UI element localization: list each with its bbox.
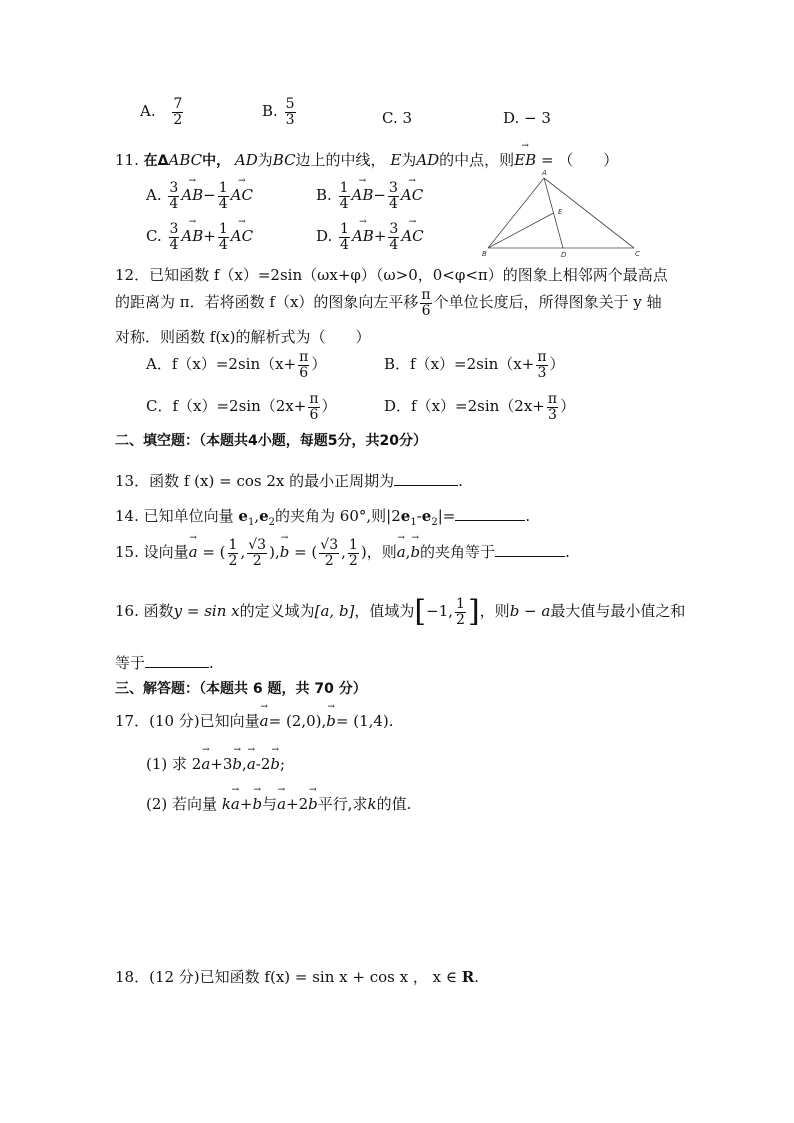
answer-blank[interactable] <box>495 542 565 557</box>
fraction: $\frac{3}{4}$ <box>389 221 399 253</box>
vector-eb: → EB <box>514 151 536 169</box>
q12-option-b: B．f（x）=2sin（x+ $\frac{\pi}{3}$ ） <box>384 349 565 381</box>
fraction: $\frac{√3}{2}$ <box>248 537 267 569</box>
triangle-figure <box>478 166 648 260</box>
q11-option-d: D. $\frac{1}{4}$ → AB+ $\frac{3}{4}$ → AC <box>316 222 424 252</box>
q15: 15. 设向量→ a = ( $\frac{1}{2}$ , $\frac{√3}{2}$ ),→ b = ( $\frac{√3}{2}$ , $\frac{1}{2}$ )，则→ a,→ b的夹角等于 . <box>115 538 570 568</box>
q14: 14. 已知单位向量 $e_1,e_2$的夹角为 60°,则$|2e_1-e_2|=$ . <box>115 507 531 528</box>
fraction: $\frac{\pi}{6}$ <box>309 391 319 423</box>
fraction: $\frac{1}{4}$ <box>340 221 349 253</box>
q11-option-c: C. $\frac{3}{4}$ → AB+ $\frac{1}{4}$ → AC <box>146 222 253 252</box>
label-c: C <box>635 250 640 258</box>
q17-part-2: (2) 若向量 k→ a+→ b与→ a+2→ b平行,求k的值. <box>146 793 411 814</box>
fraction: $\frac{1}{2}$ <box>228 537 238 569</box>
fraction: $\frac{3}{4}$ <box>169 180 179 212</box>
q10-options <box>140 97 185 127</box>
fraction: $\frac{1}{4}$ <box>218 221 228 253</box>
fraction: $\frac{1}{4}$ <box>339 180 349 212</box>
segment-be <box>488 213 554 248</box>
fraction: $\frac{1}{2}$ <box>456 596 465 628</box>
q12-option-c: C．f（x）=2sin（2x+ $\frac{\pi}{6}$ ） <box>146 391 337 423</box>
q11-option-a: A. $\frac{3}{4}$ → AB− $\frac{1}{4}$ → AC <box>146 181 253 211</box>
label-d: D <box>561 251 567 259</box>
answer-blank[interactable] <box>455 506 525 521</box>
q11-stem: 11. 在ΔABC中， AD为BC边上的中线， E为AD的中点，则→ EB = （ ） <box>115 149 618 170</box>
q17-stem: 17．(10 分)已知向量→ a= (2,0),→ b= (1,4). <box>115 710 394 731</box>
q12-line-1: 12．已知函数 f（x）=2sin（ωx+φ）（ω>0，0<φ<π）的图象上相邻两个最高点 <box>115 266 668 284</box>
q12-line-2: 的距离为 π．若将函数 f（x）的图象向左平移 $\frac{\pi}{6}$ 个单位长度后，所得图象关于 y 轴 <box>115 287 662 319</box>
fraction: $\frac{3}{4}$ <box>388 180 398 212</box>
q16: 16. 函数y = sin x的定义域为[a, b]，值域为[−1, $\frac{1}{2}$ ]，则b − a最大值与最小值之和 <box>115 594 686 630</box>
q16-line-2: 等于 . <box>115 654 214 672</box>
q17-part-1: (1) 求 2→ a+3→ b,→ a-2→ b; <box>146 753 285 774</box>
q13: 13．函数 f (x) = cos 2x 的最小正周期为 . <box>115 472 463 490</box>
section-3-heading: 三、解答题：（本题共 6 题，共 70 分） <box>115 681 367 697</box>
q10-option-a-label: A. <box>140 102 156 121</box>
fraction: $\frac{\pi}{3}$ <box>537 349 547 381</box>
q10-option-b-fraction: $\frac{5}{3}$ <box>285 96 295 128</box>
label-a: A <box>542 169 547 177</box>
q10-option-c: C. 3 <box>382 109 413 127</box>
fraction: $\frac{\pi}{3}$ <box>547 391 558 423</box>
fraction: $\frac{√3}{2}$ <box>320 537 339 569</box>
label-e: E <box>558 208 563 216</box>
answer-blank[interactable] <box>145 653 209 668</box>
q12-option-a: A．f（x）=2sin（x+ $\frac{\pi}{6}$ ） <box>146 349 327 381</box>
q18: 18．(12 分)已知函数 f(x) = sin x + cos x ， x ∈ R. <box>115 968 479 986</box>
q10-option-b: B. $\frac{5}{3}$ <box>262 96 295 128</box>
edge-ab <box>488 178 544 248</box>
fraction-pi-6: $\frac{\pi}{6}$ <box>421 287 431 319</box>
fraction: $\frac{1}{4}$ <box>218 180 228 212</box>
q10-option-d: D. − 3 <box>503 109 551 127</box>
fraction: $\frac{1}{2}$ <box>348 537 358 569</box>
section-2-heading: 二、填空题：（本题共4小题，每题5分，共20分） <box>115 433 427 449</box>
bracket-right: ] <box>467 594 480 630</box>
q11-option-b: B. $\frac{1}{4}$ → AB− $\frac{3}{4}$ → AC <box>316 181 423 211</box>
q12-line-3: 对称．则函数 f(x)的解析式为（ ） <box>115 328 371 346</box>
q10-option-a-fraction: $\frac{7}{2}$ <box>173 96 183 128</box>
fraction: $\frac{\pi}{6}$ <box>299 349 309 381</box>
label-b: B <box>482 250 487 258</box>
bracket-left: [ <box>414 594 427 630</box>
answer-blank[interactable] <box>394 471 458 486</box>
q12-option-d: D．f（x）=2sin（2x+ $\frac{\pi}{3}$ ） <box>384 391 576 423</box>
fraction: $\frac{3}{4}$ <box>169 221 179 253</box>
